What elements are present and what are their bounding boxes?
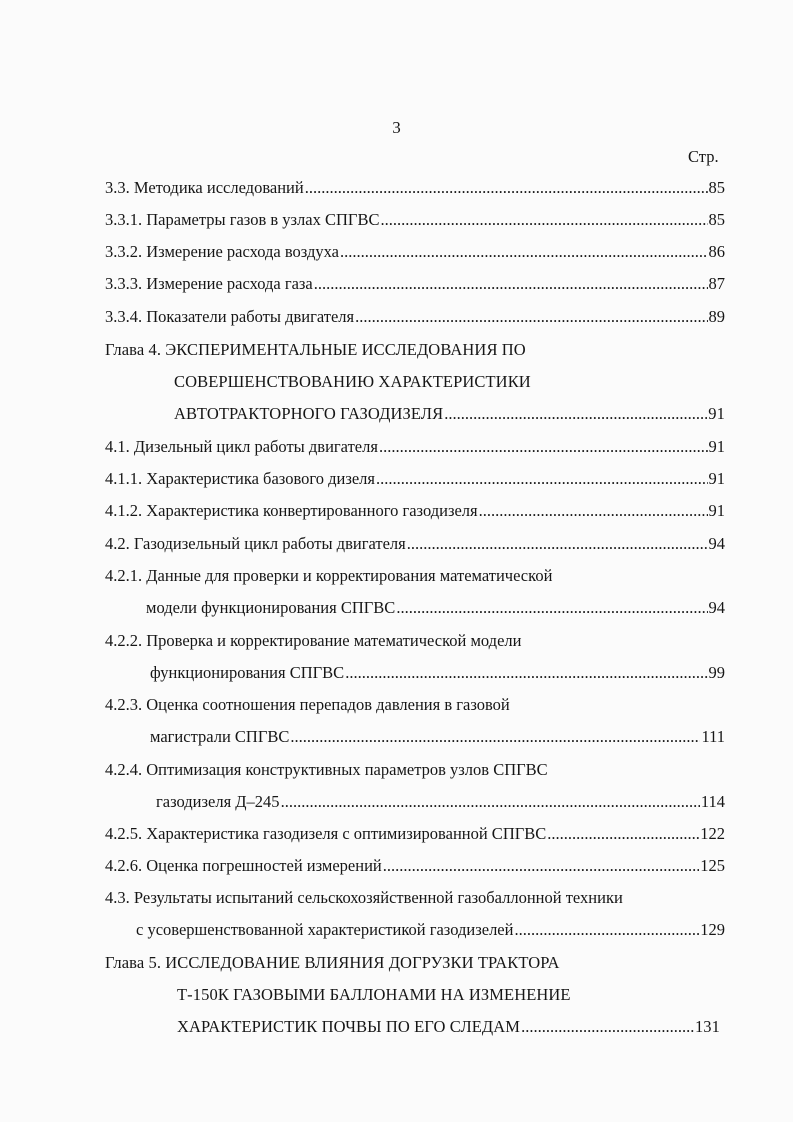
toc-entry-page: 87 [708,274,725,293]
toc-entry-page: 94 [708,534,725,553]
toc-entry-label: ХАРАКТЕРИСТИК ПОЧВЫ ПО ЕГО СЛЕДАМ [177,1017,521,1036]
toc-entry-label: 3.3.2. Измерение расхода воздуха [105,242,339,261]
toc-entry-4-2-1-line-1: 4.2.1. Данные для проверки и корректирования математической [105,566,553,585]
dot-leader [383,855,700,877]
toc-entry-page: 99 [708,663,725,682]
toc-entry-4-1-2[interactable] [105,500,725,522]
toc-entry-chapter-5[interactable] [177,1016,720,1038]
toc-entry-4-1[interactable] [105,436,725,458]
toc-entry-page: 89 [708,307,725,326]
toc-entry-page: 91 [708,437,725,456]
toc-entry-page: 129 [700,920,725,939]
toc-entry-3-3[interactable] [105,177,725,199]
dot-leader [547,823,699,845]
toc-entry-4-2-3[interactable] [150,726,725,748]
dot-leader [314,273,708,295]
toc-entry-label: 4.1.2. Характеристика конвертированного газодизеля [105,501,478,520]
toc-entry-page: 111 [701,727,725,746]
toc-entry-label: магистрали СПГВС [150,727,290,746]
dot-leader [355,306,707,328]
toc-entry-4-2-2[interactable] [150,662,725,684]
toc-entry-page: 114 [700,792,725,811]
toc-entry-3-3-4[interactable] [105,306,725,328]
dot-leader [376,468,708,490]
dot-leader [281,791,700,813]
toc-entry-label: газодизеля Д–245 [156,792,280,811]
dot-leader [444,403,707,425]
toc-entry-page: 85 [708,210,725,229]
toc-entry-page: 91 [708,469,725,488]
toc-entry-4-2-3-line-1: 4.2.3. Оценка соотношения перепадов давления в газовой [105,695,510,714]
toc-entry-4-3[interactable] [136,919,725,941]
toc-entry-4-2-1[interactable] [146,597,725,619]
toc-entry-label: 4.1. Дизельный цикл работы двигателя [105,437,378,456]
toc-entry-page: 85 [708,178,725,197]
toc-entry-4-2[interactable] [105,533,725,555]
toc-entry-label: модели функционирования СПГВС [146,598,396,617]
toc-entry-4-2-2-line-1: 4.2.2. Проверка и корректирование математической модели [105,631,522,650]
page-column-header: Стр. [688,147,719,166]
toc-entry-chapter-4[interactable] [174,403,725,425]
toc-entry-3-3-1[interactable] [105,209,725,231]
toc-entry-page: 94 [708,598,725,617]
dot-leader [396,597,707,619]
toc-entry-label: 3.3.3. Измерение расхода газа [105,274,313,293]
toc-entry-4-2-6[interactable] [105,855,725,877]
toc-entry-label: с усовершенствованной характеристикой газодизелей [136,920,514,939]
toc-entry-page: 131 [694,1017,720,1036]
toc-entry-label: 4.2.5. Характеристика газодизеля с оптимизированной СПГВС [105,824,547,843]
toc-chapter-4-line-2: СОВЕРШЕНСТВОВАНИЮ ХАРАКТЕРИСТИКИ [174,372,531,391]
toc-entry-label: 3.3. Методика исследований [105,178,304,197]
toc-entry-4-1-1[interactable] [105,468,725,490]
dot-leader [521,1016,694,1038]
toc-chapter-5-line-1: Глава 5. ИССЛЕДОВАНИЕ ВЛИЯНИЯ ДОГРУЗКИ ТРАКТОРА [105,953,560,972]
dot-leader [407,533,708,555]
dot-leader [479,500,708,522]
toc-entry-page: 91 [708,404,725,423]
toc-entry-4-2-5[interactable] [105,823,725,845]
toc-entry-label: 3.3.4. Показатели работы двигателя [105,307,355,326]
toc-entry-label: 4.2. Газодизельный цикл работы двигателя [105,534,406,553]
toc-entry-label: функционирования СПГВС [150,663,345,682]
toc-entry-page: 125 [700,856,725,875]
toc-entry-4-2-4[interactable] [156,791,725,813]
toc-chapter-5-line-2: Т-150К ГАЗОВЫМИ БАЛЛОНАМИ НА ИЗМЕНЕНИЕ [177,985,571,1004]
toc-entry-label: 3.3.1. Параметры газов в узлах СПГВС [105,210,380,229]
toc-chapter-4-line-1: Глава 4. ЭКСПЕРИМЕНТАЛЬНЫЕ ИССЛЕДОВАНИЯ ПО [105,340,526,359]
toc-entry-label: 4.1.1. Характеристика базового дизеля [105,469,375,488]
dot-leader [305,177,708,199]
toc-entry-page: 122 [700,824,725,843]
toc-entry-label: 4.2.6. Оценка погрешностей измерений [105,856,382,875]
dot-leader [290,726,700,748]
page-number: 3 [392,118,401,137]
toc-entry-3-3-3[interactable] [105,273,725,295]
toc-entry-label: АВТОТРАКТОРНОГО ГАЗОДИЗЕЛЯ [174,404,444,423]
toc-entry-4-2-4-line-1: 4.2.4. Оптимизация конструктивных параметров узлов СПГВС [105,760,548,779]
dot-leader [514,919,699,941]
dot-leader [345,662,707,684]
dot-leader [380,209,707,231]
dot-leader [340,241,708,263]
toc-entry-page: 91 [708,501,725,520]
toc-entry-page: 86 [708,242,725,261]
toc-entry-4-3-line-1: 4.3. Результаты испытаний сельскохозяйственной газобаллонной техники [105,888,623,907]
toc-entry-3-3-2[interactable] [105,241,725,263]
dot-leader [379,436,708,458]
